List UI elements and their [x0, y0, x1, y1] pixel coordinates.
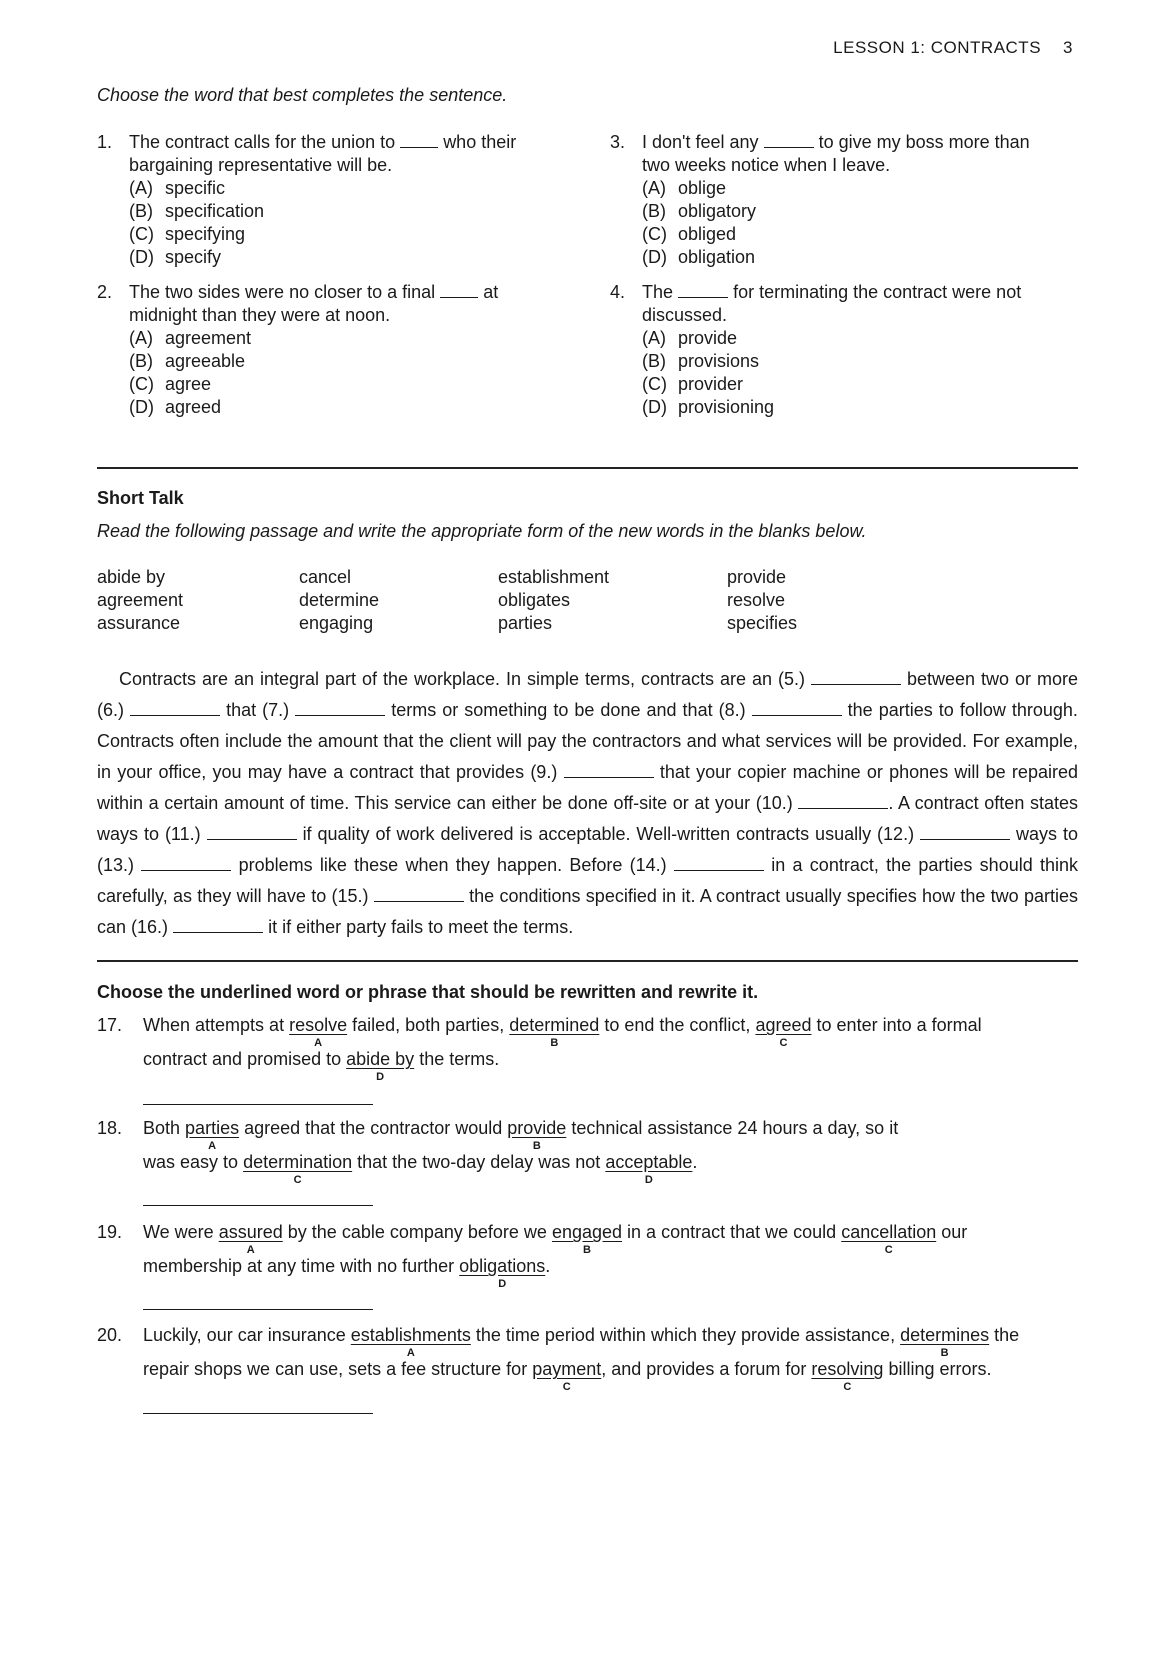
- option-letter: (D): [129, 397, 154, 417]
- option-label: A: [314, 1037, 323, 1049]
- option[interactable]: [610, 177, 1080, 200]
- option[interactable]: [610, 327, 1080, 350]
- option-letter: (D): [642, 247, 667, 267]
- option-text: obliged: [678, 224, 737, 244]
- question-text: .: [545, 1256, 551, 1276]
- word-bank-column: [727, 566, 927, 635]
- option-letter: (A): [129, 328, 153, 348]
- question-text: , and provides a forum for: [601, 1359, 807, 1379]
- underlined-option-d[interactable]: [811, 1359, 884, 1393]
- option-label: B: [532, 1140, 541, 1152]
- underlined-word: cancellation: [841, 1222, 937, 1242]
- option-letter: (C): [642, 224, 667, 244]
- passage-text: ways to (13.): [97, 824, 1078, 875]
- question-text: in a contract that we could: [627, 1222, 837, 1242]
- question-20: [97, 1324, 1087, 1392]
- short-talk-title: Short Talk: [97, 488, 184, 508]
- page-number: 3: [1063, 38, 1073, 57]
- question-text: The two sides were no closer to a final: [129, 282, 436, 302]
- option[interactable]: [97, 200, 567, 223]
- underlined-word: determination: [243, 1152, 353, 1172]
- question-text: the: [994, 1325, 1020, 1345]
- answer-blank[interactable]: [400, 133, 438, 148]
- question-text: the time period within which they provide assistance,: [475, 1325, 896, 1345]
- word-bank-item: engaging: [299, 613, 374, 633]
- underlined-word: abide by: [346, 1049, 415, 1069]
- question-3: [610, 131, 1080, 269]
- question-text: by the cable company before we: [287, 1222, 547, 1242]
- option-label: A: [208, 1140, 217, 1152]
- underlined-option-d[interactable]: [459, 1256, 546, 1290]
- question-number: 20.: [97, 1325, 123, 1345]
- word-bank-item: parties: [498, 613, 553, 633]
- question-number: 1.: [97, 132, 113, 152]
- option[interactable]: [610, 246, 1080, 269]
- passage: [97, 664, 1078, 943]
- word-bank-item: agreement: [97, 590, 184, 610]
- blank-9[interactable]: [564, 762, 654, 778]
- option-text: specification: [165, 201, 265, 221]
- question-text: The: [642, 282, 674, 302]
- blank-8[interactable]: [752, 700, 842, 716]
- underlined-option-c[interactable]: [755, 1015, 812, 1049]
- answer-blank[interactable]: [440, 283, 478, 298]
- blank-15[interactable]: [374, 886, 464, 902]
- option-letter: (B): [129, 351, 153, 371]
- question-17: [97, 1014, 1087, 1082]
- underlined-word: obligations: [459, 1256, 546, 1276]
- option-label: A: [406, 1347, 415, 1359]
- option-label: B: [940, 1347, 949, 1359]
- word-bank-item: resolve: [727, 590, 786, 610]
- option-text: specific: [165, 178, 226, 198]
- blank-11[interactable]: [207, 824, 297, 840]
- option-label: C: [562, 1381, 571, 1393]
- word-bank-column: [97, 566, 297, 635]
- question-text: our: [941, 1222, 968, 1242]
- option-text: agree: [165, 374, 212, 394]
- option-letter: (B): [129, 201, 153, 221]
- option[interactable]: [97, 396, 567, 419]
- underlined-option-c[interactable]: [841, 1222, 937, 1256]
- section-divider: [97, 960, 1078, 962]
- question-text: We were: [143, 1222, 214, 1242]
- word-bank-column: [498, 566, 698, 635]
- option[interactable]: [97, 246, 567, 269]
- underlined-option-a[interactable]: [218, 1222, 283, 1256]
- option[interactable]: [610, 350, 1080, 373]
- short-talk-instruction: Read the following passage and write the appropriate form of the new words in the blanks below.: [97, 521, 867, 541]
- underlined-word: provide: [507, 1118, 567, 1138]
- option-label: B: [583, 1244, 591, 1256]
- word-bank-item: specifies: [727, 613, 798, 633]
- section-divider: [97, 467, 1078, 469]
- question-text: discussed.: [642, 305, 728, 325]
- option[interactable]: [97, 177, 567, 200]
- question-text: the terms.: [419, 1049, 500, 1069]
- option-text: oblige: [678, 178, 727, 198]
- question-text: to give my boss more than: [818, 132, 1030, 152]
- word-bank-item: assurance: [97, 613, 181, 633]
- question-text: that the two-day delay was not: [357, 1152, 601, 1172]
- question-number: 18.: [97, 1118, 123, 1138]
- question-text: midnight than they were at noon.: [129, 305, 391, 325]
- question-text: to end the conflict,: [604, 1015, 751, 1035]
- underlined-option-a[interactable]: [185, 1118, 240, 1152]
- underlined-word: payment: [532, 1359, 602, 1379]
- underlined-word: resolving: [811, 1359, 884, 1379]
- option-letter: (A): [642, 328, 666, 348]
- passage-text: the parties to follow through. Contracts often include the amount that the client will pay the contractors and what services will be provided. For example, in your office, you may have a contract that provides (9.): [97, 700, 1078, 782]
- option-label: C: [779, 1037, 788, 1049]
- underlined-option-d[interactable]: [346, 1049, 415, 1083]
- answer-line[interactable]: [143, 1413, 373, 1414]
- option-letter: (C): [129, 374, 154, 394]
- option[interactable]: [610, 373, 1080, 396]
- option-text: agreeable: [165, 351, 246, 371]
- option-text: provider: [678, 374, 744, 394]
- question-text: failed, both parties,: [352, 1015, 505, 1035]
- question-number: 2.: [97, 282, 113, 302]
- option-text: provide: [678, 328, 738, 348]
- question-text: at: [483, 282, 499, 302]
- question-text: was easy to: [143, 1152, 239, 1172]
- passage-text: between two or more (6.): [97, 669, 1078, 720]
- underlined-word: acceptable: [605, 1152, 693, 1172]
- question-number: 4.: [610, 282, 626, 302]
- option[interactable]: [610, 223, 1080, 246]
- option-label: C: [884, 1244, 893, 1256]
- passage-text: the conditions specified in it. A contract usually specifies how the two parties can (16.): [97, 886, 1078, 937]
- option-letter: (C): [642, 374, 667, 394]
- passage-text: that your copier machine or phones will be repaired within a certain amount of time. This service can either be done off-site or at your (10.): [97, 762, 1078, 813]
- passage-text: . A contract often states ways to (11.): [97, 793, 1078, 844]
- word-bank-item: determine: [299, 590, 380, 610]
- option-label: C: [293, 1174, 302, 1186]
- question-text: technical assistance 24 hours a day, so it: [571, 1118, 899, 1138]
- option[interactable]: [97, 373, 567, 396]
- blank-14[interactable]: [674, 855, 764, 871]
- option-letter: (B): [642, 351, 666, 371]
- question-number: 17.: [97, 1015, 123, 1035]
- option-letter: (B): [642, 201, 666, 221]
- question-number: 3.: [610, 132, 626, 152]
- lesson-title: LESSON 1: CONTRACTS: [833, 38, 1042, 57]
- question-text: two weeks notice when I leave.: [642, 155, 891, 175]
- question-text: repair shops we can use, sets a fee structure for: [143, 1359, 528, 1379]
- underlined-option-a[interactable]: [350, 1325, 471, 1359]
- option-label: B: [550, 1037, 559, 1049]
- question-text: I don't feel any: [642, 132, 759, 152]
- option-text: specify: [165, 247, 222, 267]
- option[interactable]: [97, 327, 567, 350]
- underlined-word: agreed: [755, 1015, 812, 1035]
- answer-line[interactable]: [143, 1309, 373, 1310]
- question-text: .: [692, 1152, 698, 1172]
- answer-blank[interactable]: [764, 133, 814, 148]
- underlined-option-a[interactable]: [289, 1015, 348, 1049]
- option[interactable]: [610, 200, 1080, 223]
- option-letter: (D): [129, 247, 154, 267]
- underlined-word: resolve: [289, 1015, 348, 1035]
- option-letter: (A): [129, 178, 153, 198]
- underlined-option-c[interactable]: [243, 1152, 353, 1186]
- option-label: A: [246, 1244, 255, 1256]
- option-label: D: [498, 1278, 507, 1290]
- question-text: for terminating the contract were not: [733, 282, 1022, 302]
- underlined-word: engaged: [551, 1222, 623, 1242]
- part3-instruction: Choose the underlined word or phrase that should be rewritten and rewrite it.: [97, 982, 759, 1002]
- passage-text: in a contract, the parties should think carefully, as they will have to (15.): [97, 855, 1079, 906]
- underlined-option-b[interactable]: [551, 1222, 623, 1256]
- blank-16[interactable]: [173, 917, 263, 933]
- underlined-word: establishments: [350, 1325, 471, 1345]
- question-text: Luckily, our car insurance: [143, 1325, 346, 1345]
- question-19: [97, 1221, 1087, 1289]
- option-text: obligatory: [678, 201, 757, 221]
- underlined-word: parties: [185, 1118, 240, 1138]
- word-bank-item: cancel: [299, 567, 352, 587]
- option-text: provisions: [678, 351, 760, 371]
- underlined-option-b[interactable]: [507, 1118, 567, 1152]
- question-text: membership at any time with no further: [143, 1256, 455, 1276]
- word-bank-item: obligates: [498, 590, 571, 610]
- option-letter: (D): [642, 397, 667, 417]
- option[interactable]: [97, 350, 567, 373]
- option-text: agreed: [165, 397, 222, 417]
- option[interactable]: [97, 223, 567, 246]
- question-1: [97, 131, 567, 269]
- question-text: The contract calls for the union to: [129, 132, 396, 152]
- page-header: [833, 38, 1073, 58]
- option-label: D: [644, 1174, 653, 1186]
- blank-5[interactable]: [811, 669, 901, 685]
- question-4: [610, 281, 1080, 419]
- passage-text: if quality of work delivered is acceptable. Well-written contracts usually (12.): [302, 824, 915, 844]
- passage-text: that (7.): [226, 700, 290, 720]
- word-bank-item: establishment: [498, 567, 610, 587]
- option-letter: (A): [642, 178, 666, 198]
- answer-blank[interactable]: [678, 283, 728, 298]
- word-bank-column: [299, 566, 499, 635]
- option-text: specifying: [165, 224, 246, 244]
- question-text: contract and promised to: [143, 1049, 342, 1069]
- option-letter: (C): [129, 224, 154, 244]
- underlined-option-b[interactable]: [509, 1015, 600, 1049]
- option-text: provisioning: [678, 397, 775, 417]
- option-label: D: [376, 1071, 385, 1083]
- answer-line[interactable]: [143, 1205, 373, 1206]
- option-text: obligation: [678, 247, 756, 267]
- question-text: Both: [143, 1118, 181, 1138]
- option[interactable]: [610, 396, 1080, 419]
- passage-text: terms or something to be done and that (8.): [391, 700, 746, 720]
- question-text: billing errors.: [888, 1359, 992, 1379]
- underlined-option-d[interactable]: [605, 1152, 693, 1186]
- underlined-word: assured: [218, 1222, 283, 1242]
- answer-line[interactable]: [143, 1104, 373, 1105]
- question-number: 19.: [97, 1222, 123, 1242]
- blank-13[interactable]: [141, 855, 231, 871]
- blank-7[interactable]: [295, 700, 385, 716]
- passage-text: Contracts are an integral part of the workplace. In simple terms, contracts are an (5.): [119, 669, 805, 689]
- question-text: to enter into a formal: [816, 1015, 982, 1035]
- question-text: who their: [443, 132, 517, 152]
- passage-text: it if either party fails to meet the terms.: [268, 917, 574, 937]
- blank-6[interactable]: [130, 700, 220, 716]
- question-2: [97, 281, 567, 419]
- question-text: bargaining representative will be.: [129, 155, 393, 175]
- question-18: [97, 1117, 1087, 1185]
- question-text: agreed that the contractor would: [244, 1118, 503, 1138]
- underlined-option-b[interactable]: [900, 1325, 990, 1359]
- word-bank-item: provide: [727, 567, 787, 587]
- passage-text: problems like these when they happen. Before (14.): [238, 855, 667, 875]
- blank-10[interactable]: [798, 793, 888, 809]
- underlined-word: determined: [509, 1015, 600, 1035]
- part1-instruction: Choose the word that best completes the sentence.: [97, 85, 508, 105]
- question-text: When attempts at: [143, 1015, 285, 1035]
- underlined-word: determines: [900, 1325, 990, 1345]
- blank-12[interactable]: [920, 824, 1010, 840]
- option-text: agreement: [165, 328, 252, 348]
- underlined-option-c[interactable]: [532, 1359, 602, 1393]
- word-bank-item: abide by: [97, 567, 166, 587]
- option-label: C: [843, 1381, 852, 1393]
